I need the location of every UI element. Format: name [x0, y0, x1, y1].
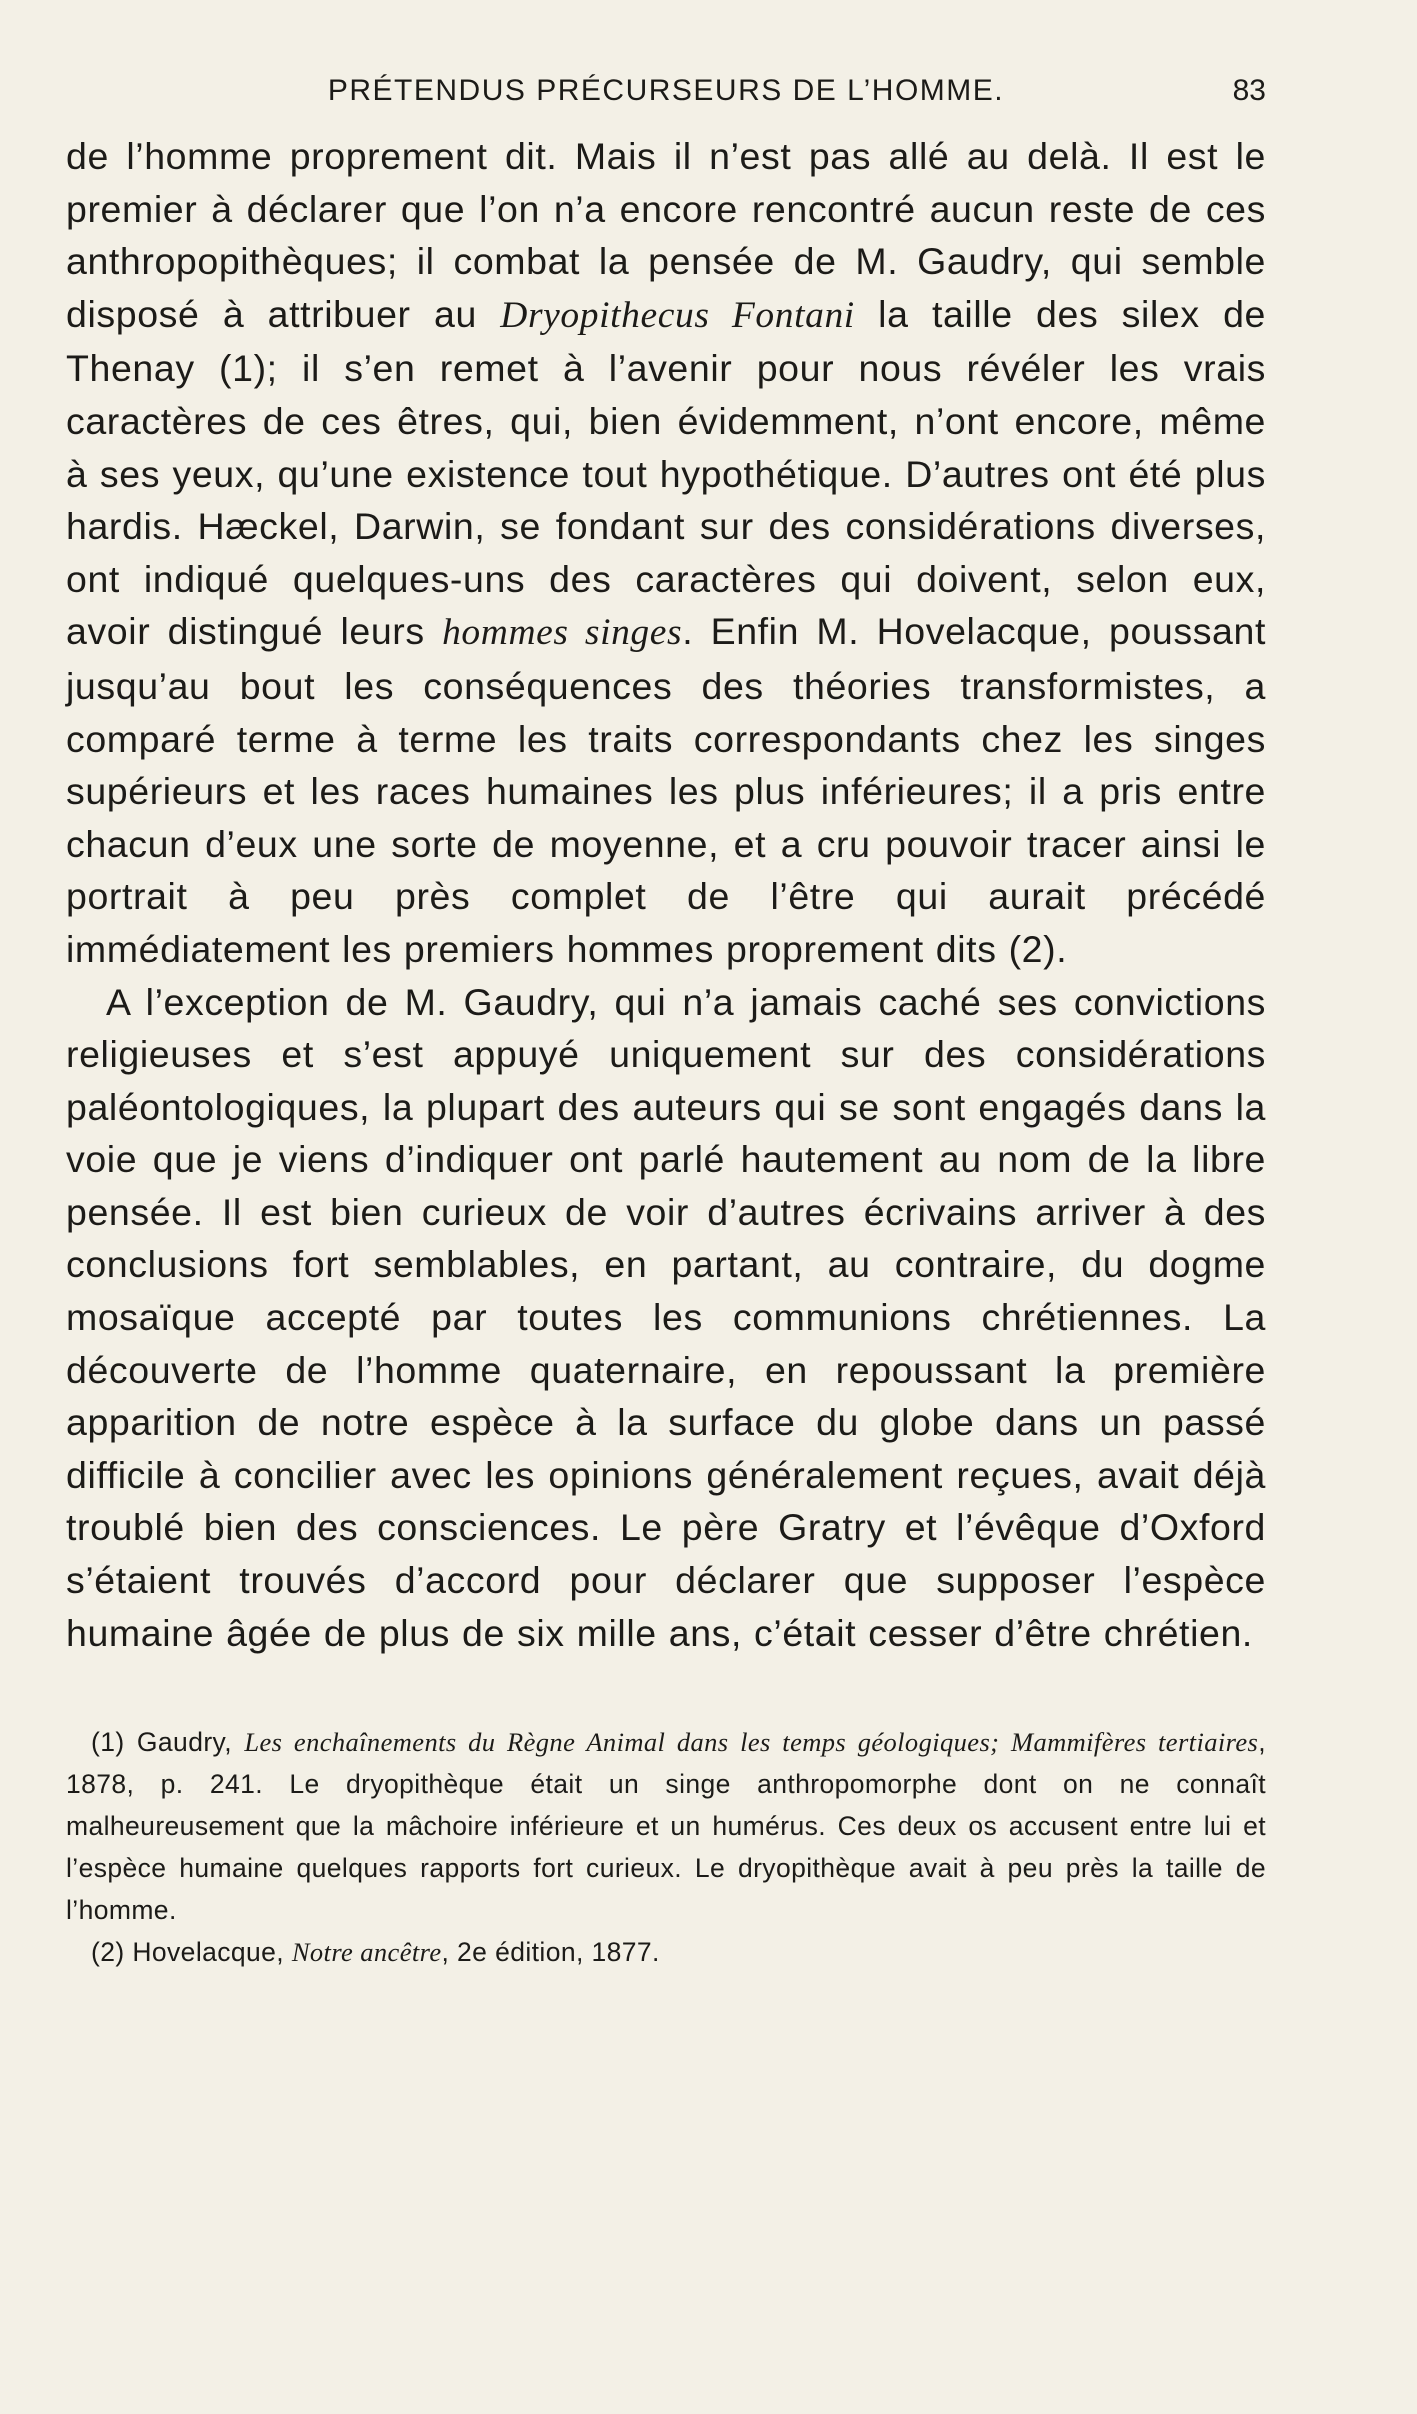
body-text [66, 130, 1266, 1659]
footnote-1-italic-title: Les enchaînements du Règne Animal dans les temps géologiques; Mammifères tertiaires [244, 1727, 1259, 1758]
footnote-1-part-b: , 1878, p. 241. Le dryopithèque était un singe anthropomorphe dont on ne connaît malheureusement que la mâchoire inférieure et un humérus. Ces deux os accusent entre lui et l’espèce humaine quelques rapports fort curieux. Le dryopithèque avait à peu près la taille de l’homme. [66, 1727, 1266, 1926]
paragraph-1-part-a: de l’homme proprement dit. Mais il n’est pas allé au delà. Il est le premier à déclarer que l’on n’a encore rencontré aucun reste de ces anthropopithèques; il combat la pensée de M. Gaudry, qui semble disposé à attribuer au [66, 135, 1266, 335]
footnotes [66, 1721, 1266, 1973]
paragraph-1-italic-hommes-singes: hommes singes [442, 612, 683, 654]
page-number: 83 [1232, 74, 1266, 107]
footnote-2-part-a: (2) Hovelacque, [91, 1937, 292, 1968]
footnote-2-part-b: , 2e édition, 1877. [441, 1937, 660, 1968]
paragraph-1-part-b: la taille des silex de Thenay (1); il s’en remet à l’avenir pour nous révéler les vrais caractères de ces êtres, qui, bien évidemment, n’ont encore, même à ses yeux, qu’une existence tout hypothétique. D’autres ont été plus hardis. Hæckel, Darwin, se fondant sur des considérations diverses, ont indiqué quelques-uns des caractères qui doivent, selon eux, avoir distingué leurs [66, 292, 1266, 653]
running-head [66, 74, 1266, 114]
paragraph-1 [66, 130, 1266, 976]
paragraph-1-italic-dryopithecus: Dryopithecus Fontani [500, 294, 855, 336]
paragraph-1-part-c: . Enfin M. Hovelacque, poussant jusqu’au bout les conséquences des théories transformistes, a comparé terme à terme les traits correspondants chez les singes supérieurs et les races humaines les plus inférieures; il a pris entre chacun d’eux une sorte de moyenne, et a cru pouvoir tracer ainsi le portrait à peu près complet de l’être qui aurait précédé immédiatement les premiers hommes proprement dits (2). [66, 610, 1266, 970]
page [66, 74, 1266, 1973]
footnote-1 [66, 1721, 1266, 1931]
paragraph-2: A l’exception de M. Gaudry, qui n’a jamais caché ses convictions religieuses et s’est appuyé uniquement sur des considérations paléontologiques, la plupart des auteurs qui se sont engagés dans la voie que je viens d’indiquer ont parlé hautement au nom de la libre pensée. Il est bien curieux de voir d’autres écrivains arriver à des conclusions fort semblables, en partant, au contraire, du dogme mosaïque accepté par toutes les communions chrétiennes. La découverte de l’homme quaternaire, en repoussant la première apparition de notre espèce à la surface du globe dans un passé difficile à concilier avec les opinions généralement reçues, avait déjà troublé bien des consciences. Le père Gratry et l’évêque d’Oxford s’étaient trouvés d’accord pour déclarer que supposer l’espèce humaine âgée de plus de six mille ans, c’était cesser d’être chrétien. [66, 980, 1266, 1654]
running-title: PRÉTENDUS PRÉCURSEURS DE L’HOMME. [327, 74, 1005, 107]
footnote-1-part-a: (1) Gaudry, [91, 1727, 245, 1758]
footnote-2-italic-title: Notre ancêtre [291, 1937, 442, 1968]
footnote-2 [66, 1931, 1266, 1973]
